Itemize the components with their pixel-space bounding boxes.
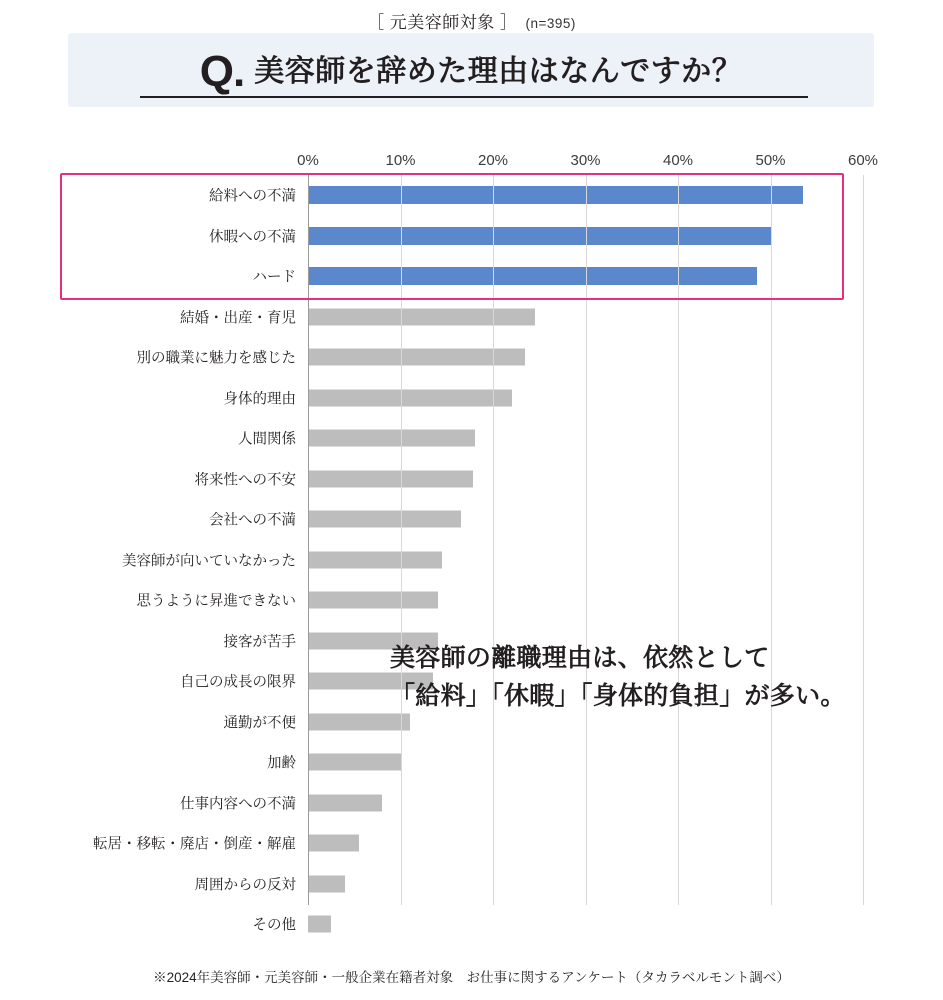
bar <box>308 227 771 245</box>
bar-category-label: 仕事内容への不満 <box>180 796 296 813</box>
question-text: 美容師を辞めた理由はなんですか？ <box>254 55 743 88</box>
footnote: ※2024年美容師・元美容師・一般企業在籍者対象 お仕事に関するアンケート（タカラベルモント調べ） <box>153 970 790 985</box>
gridline <box>401 175 402 905</box>
subject-label: ［ 元美容師対象 ］ <box>367 13 518 32</box>
bar-category-label: 加齢 <box>267 755 296 772</box>
x-tick-label: 10% <box>385 152 416 169</box>
bar-category-label: 接客が苦手 <box>223 634 296 651</box>
bar <box>308 794 382 811</box>
bar <box>308 713 410 730</box>
x-tick-label: 20% <box>477 152 509 169</box>
callout-text <box>390 640 910 715</box>
sample-size: (n=395) <box>525 16 576 31</box>
bar-row <box>252 904 863 945</box>
question-underline <box>140 96 808 98</box>
bar-category-label: 思うように昇進できない <box>136 593 296 610</box>
bar <box>308 592 438 609</box>
bar-category-label: 自己の成長の限界 <box>180 674 296 691</box>
bar-category-label: 会社への不満 <box>209 512 296 529</box>
gridline <box>863 175 864 905</box>
bar <box>308 551 442 568</box>
bar-category-label: ハード <box>252 269 296 286</box>
survey-subject <box>0 0 943 33</box>
bar-category-label: 美容師が向いていなかった <box>122 553 296 570</box>
question-mark: Q. <box>199 47 245 96</box>
x-tick-label: 50% <box>755 152 786 169</box>
bar <box>308 835 359 852</box>
x-tick-label: 40% <box>662 152 694 169</box>
bar <box>308 430 475 447</box>
bar <box>308 186 803 204</box>
x-tick-label: 60% <box>847 152 879 169</box>
bar-category-label: 給料への不満 <box>209 188 296 205</box>
bar-category-label: 通勤が不便 <box>223 715 296 732</box>
callout-line-1: 美容師の離職理由は、依然として <box>390 644 770 672</box>
bar <box>308 511 461 528</box>
bar-chart <box>0 140 943 934</box>
x-tick-label: 30% <box>570 152 601 169</box>
callout-line-2: 「給料」「休暇」「身体的負担」が多い。 <box>390 681 846 710</box>
bar <box>308 754 401 771</box>
gridline <box>308 175 309 905</box>
x-tick-label: 0% <box>297 152 319 169</box>
bar-category-label: 身体的理由 <box>223 391 296 408</box>
gridline <box>678 175 679 905</box>
bar <box>308 470 473 487</box>
gridline <box>771 175 772 905</box>
bar-category-label: 別の職業に魅力を感じた <box>136 350 296 367</box>
bar-category-label: 結婚・出産・育児 <box>180 310 296 327</box>
bar-category-label: 休暇への不満 <box>209 229 296 246</box>
gridline <box>493 175 494 905</box>
bar-category-label: 転居・移転・廃店・倒産・解雇 <box>93 836 296 853</box>
bar <box>308 389 512 406</box>
bar <box>308 267 757 285</box>
gridline <box>586 175 587 905</box>
bar <box>308 875 345 892</box>
bar <box>308 916 331 933</box>
plot-area <box>93 175 863 934</box>
x-axis-tick-labels <box>297 152 879 172</box>
bar <box>308 308 535 325</box>
bar-category-label: 人間関係 <box>238 431 296 448</box>
bar-category-label: その他 <box>252 917 296 934</box>
bar-category-label: 周囲からの反対 <box>194 877 296 894</box>
bar-category-label: 将来性への不安 <box>194 472 296 489</box>
